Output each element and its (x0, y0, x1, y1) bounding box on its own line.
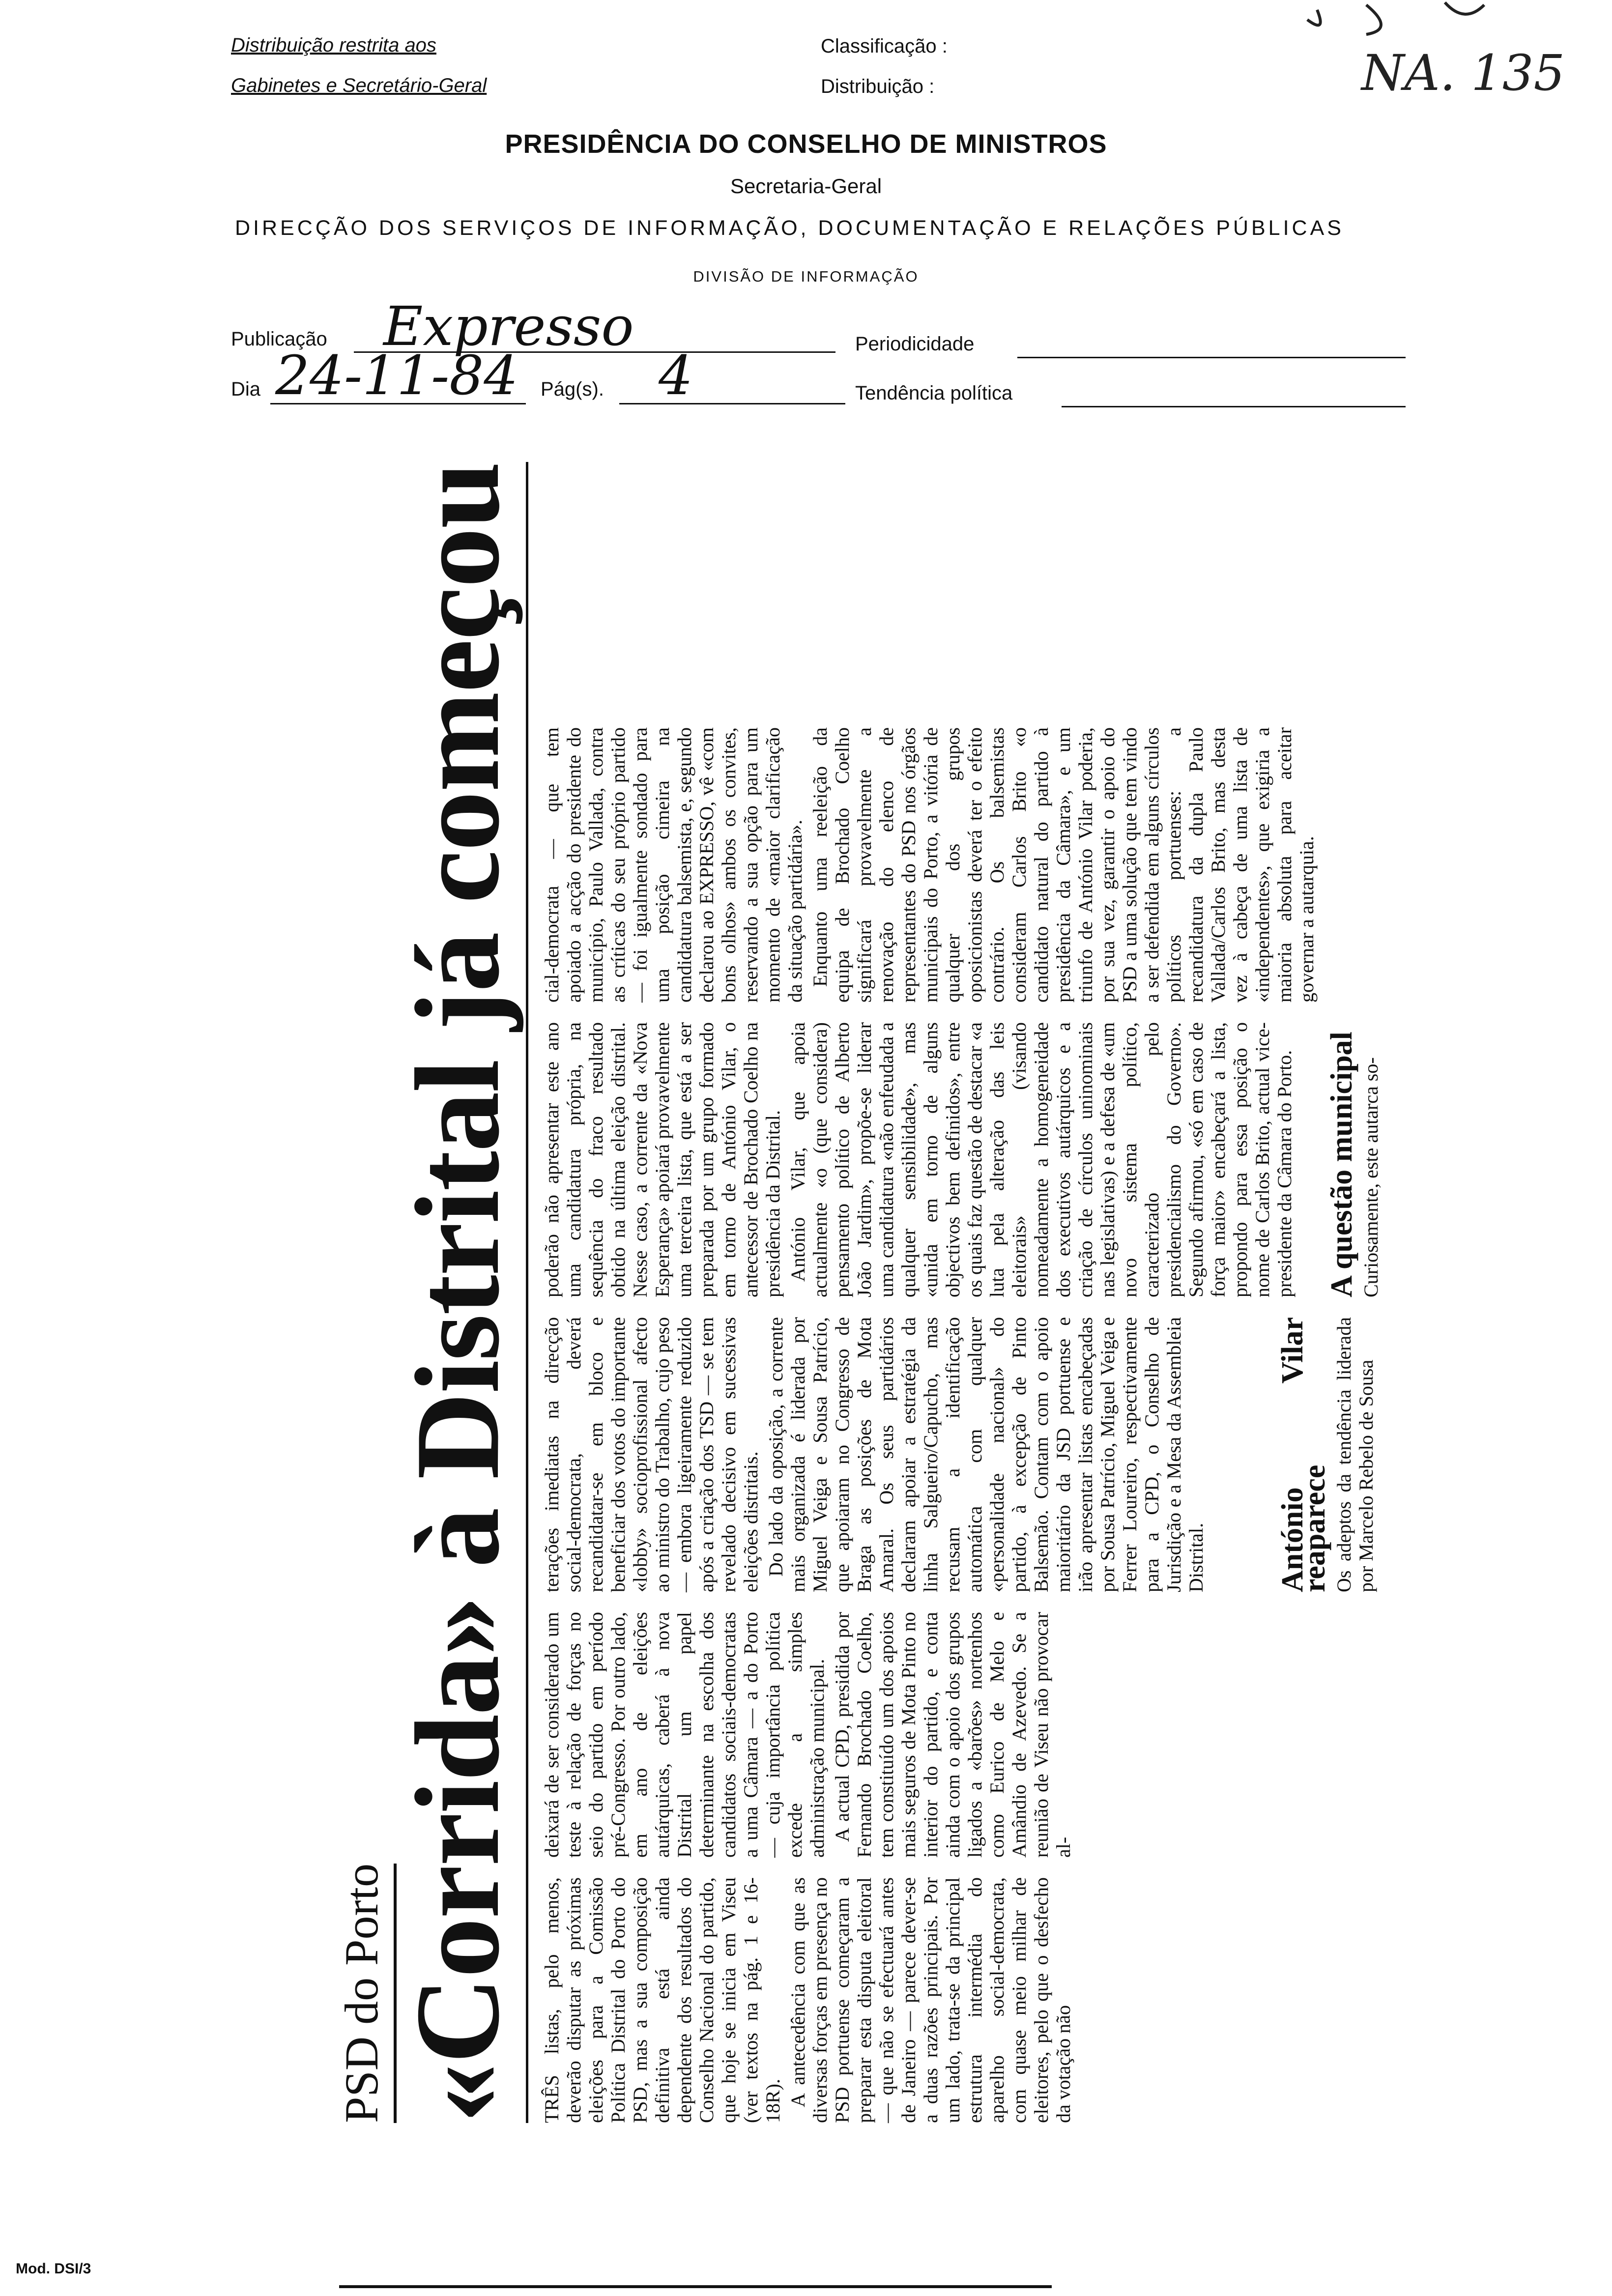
classification-label: Classificação : (821, 35, 948, 57)
paragraph: A antecedência com que as diversas forças em presença no PSD portuense começaram a preparar esta disputa eleitoral — que não se efectuará antes de Janeiro — parece dever-se a duas razões principais. Por um lado, trata-se da principal estrutura intermédia do aparelho social-democrata, com quase meio milhar de eleitores, pelo que o desfecho da votação não (787, 1877, 1074, 2123)
column-1 (541, 1877, 1077, 2123)
sidebar-text: Os adeptos da tendência liderada por Marcelo Rebelo de Sousa (1333, 1317, 1377, 1592)
paragraph: deixará de ser considerado um teste à relação de forças no seio do partido em período pré-Congresso. Por outro lado, em ano de eleições autárquicas, caberá à nova Distrital um papel determinante na escolha dos candidatos sociais-democratas a uma Câmara — a do Porto — cuja importância política excede a simples administração municipal. (541, 1612, 828, 1858)
subtitle: Secretaria-Geral (730, 174, 882, 198)
publication-value: Expresso (383, 295, 634, 358)
sidebar-heading: A questão municipal (1325, 1032, 1358, 1297)
periodicity-label: Periodicidade (855, 333, 975, 355)
distribution-label: Distribuição : (821, 76, 935, 97)
column-4 (541, 1022, 1298, 1297)
day-label: Dia (231, 378, 261, 400)
form-code: Mod. DSI/3 (16, 2261, 91, 2277)
pages-label: Pág(s). (541, 378, 604, 400)
periodicity-line (1017, 357, 1406, 358)
sidebar-heading: António Vilar reaparece (1276, 1317, 1331, 1592)
column-5 (541, 727, 1321, 1003)
paragraph: António Vilar, que apoia actualmente «o (que considera) pensamento político de Alberto João Jardim», propõe-se liderar uma candidatura «não enfeudada a qualquer sensibilidade», mas «unida em torno de alguns objectivos bem definidos», entre os quais faz questão de destacar «a luta pela alteração das leis eleitorais» (visando nomeadamente a homogeneidade dos executivos autárquicos e a criação de círculos uninominais nas legislativas) e a defesa de «um novo sistema político, caracterizado pelo presidencialismo do Governo». Segundo afirmou, «só em caso de força maior» encabeçará a lista, propondo para essa posição o nome de Carlos Brito, actual vice-presidente da Câmara do Porto. (787, 1022, 1295, 1297)
paragraph: poderão não apresentar este ano uma candidatura própria, na sequência do fraco resultado obtido na última eleição distrital. Nesse caso, a corrente da «Nova Esperança» apoiará provavelmente uma terceira lista, que está a ser preparada por um grupo formado em torno de António Vilar, o antecessor de Brochado Coelho na presidência da Distrital. (541, 1022, 784, 1297)
corner-annotation: NA. 135 (1361, 44, 1565, 102)
paragraph: A actual CPD, presidida por Fernando Brochado Coelho, tem constituído um dos apoios mais seguros de Mota Pinto no interior do partido, e conta ainda com o apoio dos grupos ligados a «barões» nortenhos como Eurico de Melo e Amândio de Azevedo. Se a reunião de Viseu não provocar al- (831, 1612, 1074, 1858)
tendency-label: Tendência política (855, 382, 1013, 404)
newspaper-clipping (334, 462, 1465, 2123)
sidebar-text: Curiosamente, este autarca so- (1360, 1057, 1382, 1297)
publication-label: Publicação (231, 328, 327, 350)
article-headline: «Corrida» à Distrital já começou (391, 462, 524, 2123)
paragraph: TRÊS listas, pelo menos, deverão disputar as próximas eleições para a Comissão Política Distrital do Porto do PSD, mas a sua composição definitiva está ainda dependente dos resultados do Conselho Nacional do partido, que hoje se inicia em Viseu (ver textos na pág. 1 e 16-18R). (541, 1877, 784, 2123)
restricted-distribution-line1: Distribuição restrita aos (231, 34, 436, 56)
column-2 (541, 1612, 1077, 1858)
division: DIVISÃO DE INFORMAÇÃO (693, 268, 919, 285)
paragraph: Do lado da oposição, a corrente mais organizada é liderada por Miguel Veiga e Sousa Patrício, que apoiaram no Congresso de Braga as posições de Mota Amaral. Os seus partidários declaram apoiar a estratégia da linha Salgueiro/Capucho, mas recusam a identificação automática com qualquer «personalidade nacional» do partido, à excepção de Pinto Balsemão. Contam com o apoio maioritário da JSD portuense e irão apresentar listas encabeçadas por Sousa Patrício, Miguel Veiga e Ferrer Loureiro, respectivamente para a CPD, o Conselho de Jurisdição e a Mesa da Assembleia Distrital. (765, 1317, 1207, 1592)
corner-scribble (1297, 0, 1553, 44)
restricted-distribution-line2: Gabinetes e Secretário-Geral (231, 75, 487, 96)
paragraph: terações imediatas na direcção social-democrata, deverá recandidatar-se em bloco e beneficiar dos votos do importante «lobby» socioprofissional afecto ao ministro do Trabalho, cujo peso — embora ligeiramente reduzido após a criação dos TSD — se tem revelado decisivo em sucessivas eleições distritais. (541, 1317, 762, 1592)
pages-line (619, 403, 845, 404)
column-3 (541, 1317, 1210, 1592)
bottom-rule (339, 2285, 1052, 2288)
department: DIRECÇÃO DOS SERVIÇOS DE INFORMAÇÃO, DOCUMENTAÇÃO E RELAÇÕES PÚBLICAS (235, 216, 1344, 240)
headline-rule (526, 462, 528, 2123)
article-kicker: PSD do Porto (334, 1864, 397, 2123)
article-body (541, 462, 1465, 2123)
tendency-line (1062, 406, 1406, 407)
paragraph: Enquanto uma reeleição da equipa de Brochado Coelho significará provavelmente a renovação do elenco de representantes do PSD nos órgãos municipais do Porto, a vitória de qualquer dos grupos oposicionistas deverá ter o efeito contrário. Os balsemistas consideram Carlos Brito «o candidato natural do partido à presidência da Câmara», e um triunfo de António Vilar poderia, por sua vez, garantir o apoio do PSD a uma solução que tem vindo a ser defendida em alguns círculos políticos portuenses: a recandidatura da dupla Paulo Vallada/Carlos Brito, mas desta vez à cabeça de uma lista de «independentes», que exigiria a maioria absoluta para aceitar governar a autarquia. (809, 727, 1318, 1003)
paragraph: cial-democrata — que tem apoiado a acção do presidente do município, Paulo Vallada, contra as críticas do seu próprio partido — foi igualmente sondado para uma posição cimeira na candidatura balsemista, e, segundo declarou ao EXPRESSO, vê «com bons olhos» ambos os convites, reservando a sua opção para um momento de «maior clarificação da situação partidária». (541, 727, 806, 1003)
sidebar-antonio-vilar (1278, 1317, 1377, 1592)
day-value: 24-11-84 (275, 344, 518, 407)
pages-value: 4 (659, 344, 693, 407)
page-title: PRESIDÊNCIA DO CONSELHO DE MINISTROS (505, 129, 1107, 159)
sidebar-questao-municipal (1327, 1022, 1382, 1297)
